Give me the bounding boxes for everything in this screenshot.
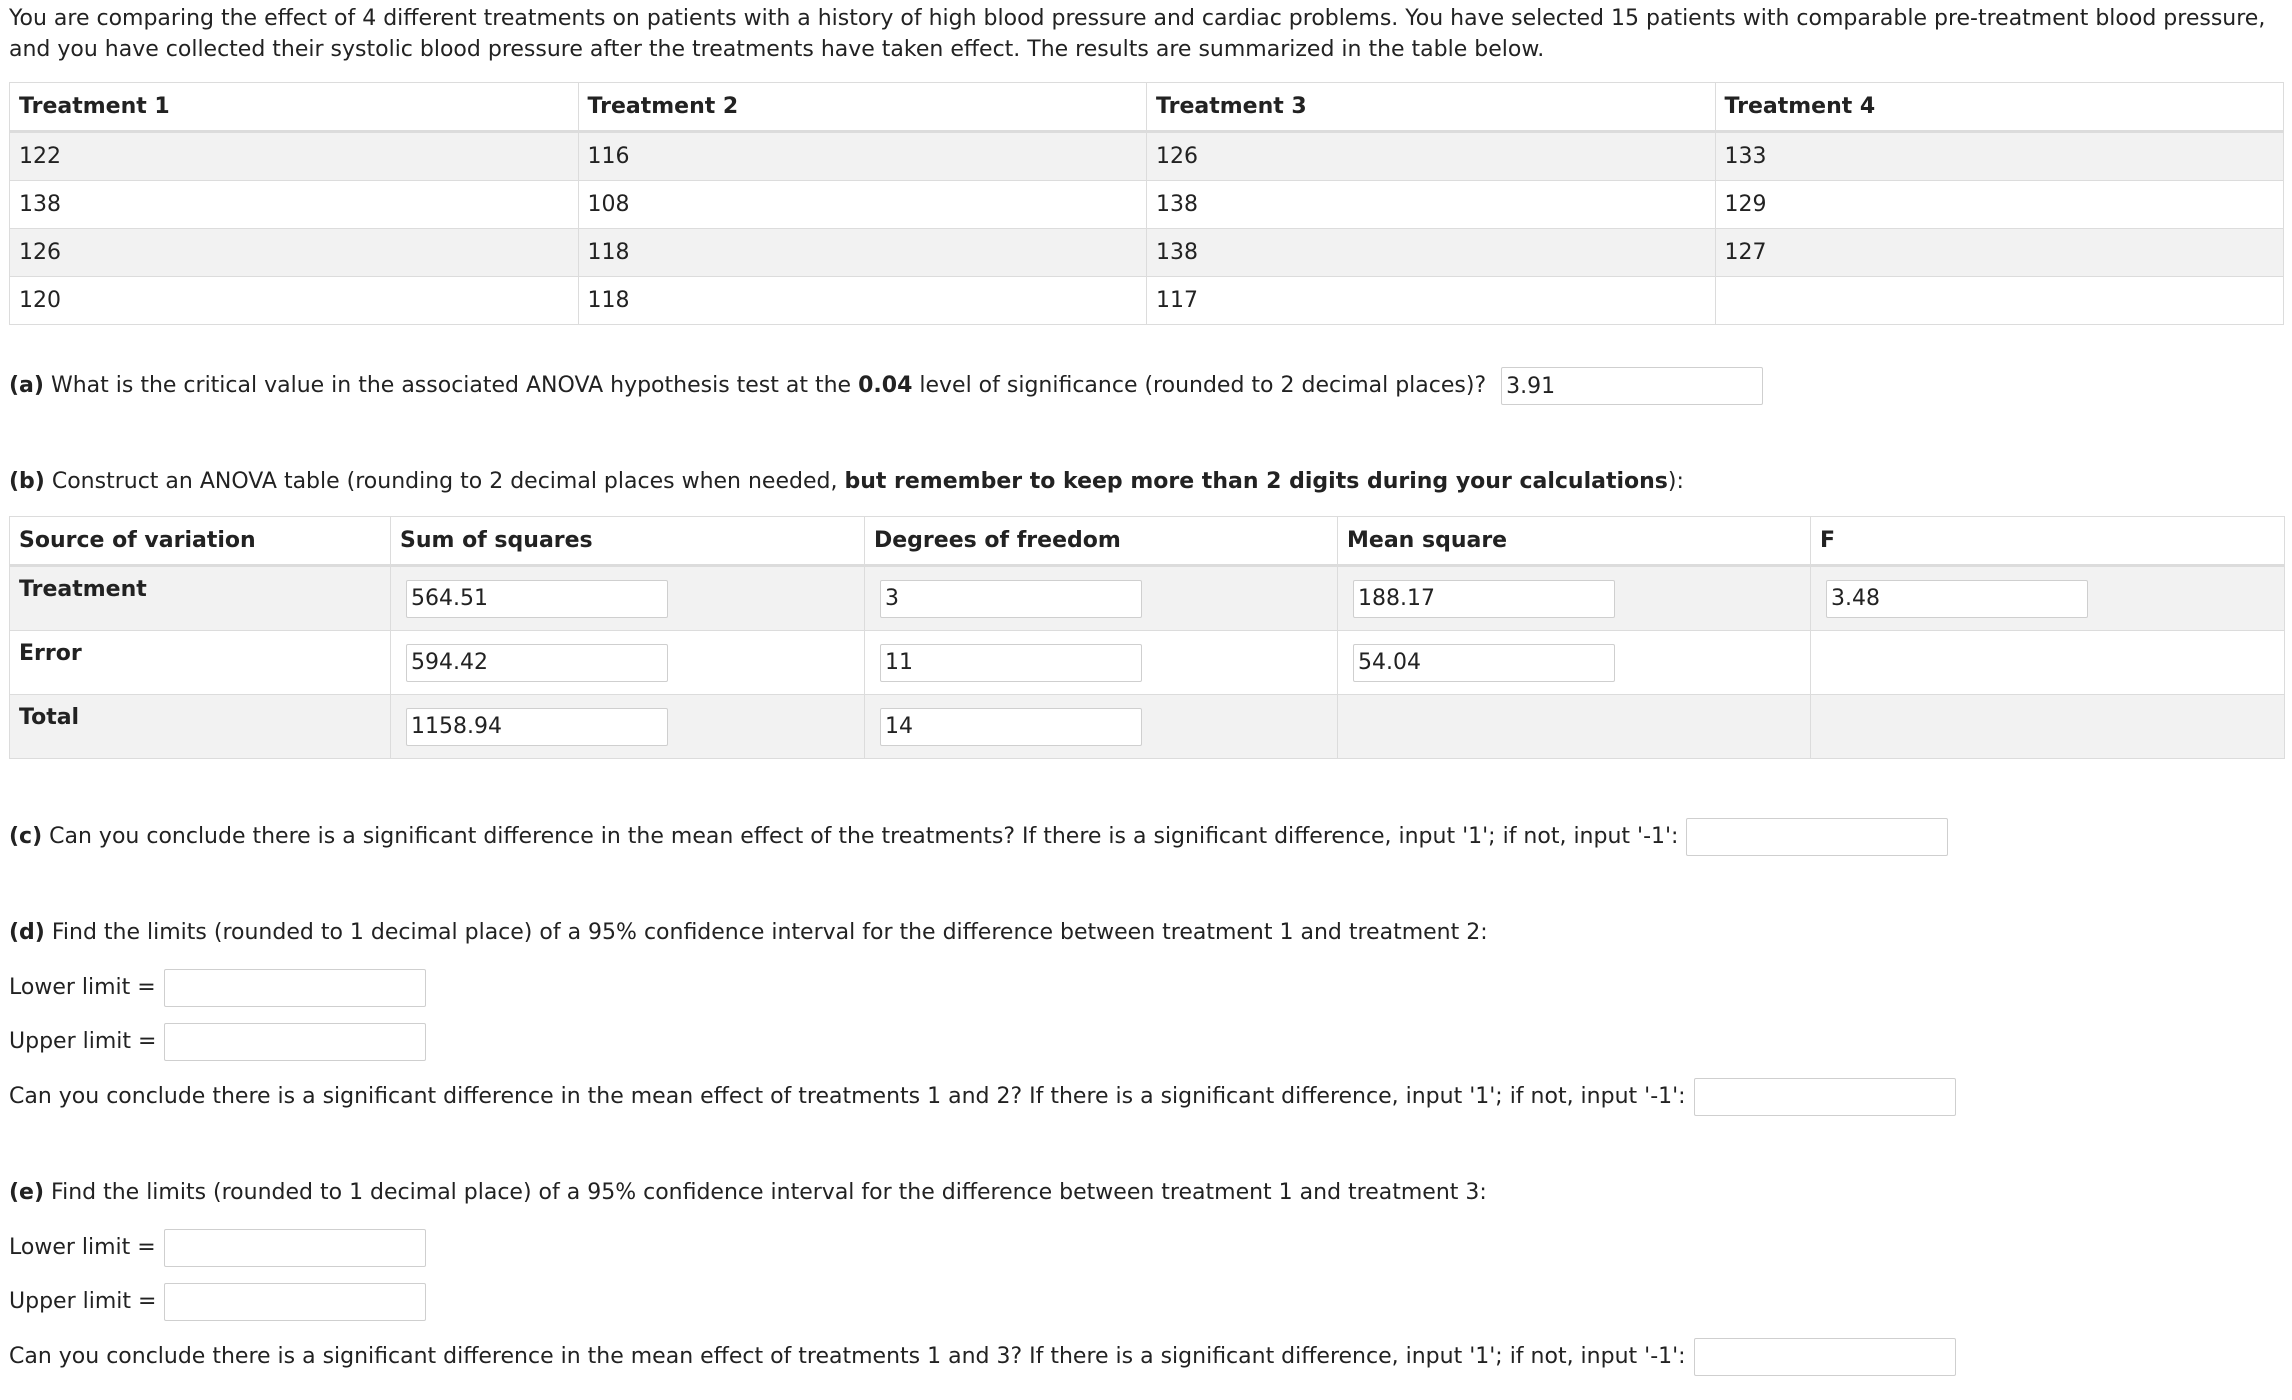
table-cell: 118 [578,277,1147,325]
table-cell: 118 [578,229,1147,277]
part-a-question [9,367,1763,405]
table-cell: 129 [1715,181,2284,229]
table-cell [1338,631,1811,695]
table-cell [865,631,1338,695]
part-a-alpha: 0.04 [858,373,913,398]
ss-total-input[interactable] [406,708,668,746]
anova-table [9,516,2285,759]
part-b-question [9,467,1684,497]
part-e-text: Find the limits (rounded to 1 decimal place) of a 95% confidence interval for the difference between treatment 1 and treatment 3: [44,1180,1487,1205]
treatment-data-table [9,82,2284,325]
part-c-label: (c) [9,824,43,849]
part-e-question [9,1178,1487,1208]
ms-error-input[interactable] [1353,644,1615,682]
part-e-upper-row [9,1283,426,1321]
header-source: Source of variation [10,517,391,566]
part-a-text-before: What is the critical value in the associated ANOVA hypothesis test at the [43,373,859,398]
part-e-label: (e) [9,1180,45,1205]
table-row [10,277,2284,325]
header-f: F [1811,517,2285,566]
part-d-conclude-text: Can you conclude there is a significant difference in the mean effect of treatments 1 and 2? If there is a significant difference, input '1'; if not, input '-1': [9,1084,1686,1109]
ss-treatment-input[interactable] [406,580,668,618]
header-sum-of-squares: Sum of squares [391,517,865,566]
table-cell: 127 [1715,229,2284,277]
header-degrees-of-freedom: Degrees of freedom [865,517,1338,566]
d-conclusion-input[interactable] [1694,1078,1956,1116]
e-lower-limit-input[interactable] [164,1229,426,1267]
table-cell: 138 [1147,229,1716,277]
table-cell [865,566,1338,631]
part-b-bold-text: but remember to keep more than 2 digits during your calculations [844,469,1668,494]
part-e-lower-row [9,1229,426,1267]
ms-treatment-input[interactable] [1353,580,1615,618]
part-b-text-after: ): [1667,469,1684,494]
header-mean-square: Mean square [1338,517,1811,566]
table-cell: 138 [1147,181,1716,229]
critical-value-input[interactable] [1501,367,1763,405]
part-a-label: (a) [9,373,44,398]
ss-error-input[interactable] [406,644,668,682]
table-cell [391,695,865,759]
df-total-input[interactable] [880,708,1142,746]
table-row [10,181,2284,229]
table-cell [1811,695,2285,759]
part-c-question [9,818,1948,856]
anova-row-total [10,695,2285,759]
part-d-conclude-row [9,1078,1956,1116]
header-treatment-4: Treatment 4 [1715,83,2284,132]
table-cell: 126 [1147,132,1716,181]
table-cell [391,566,865,631]
table-cell [1715,277,2284,325]
part-b-text-before: Construct an ANOVA table (rounding to 2 decimal places when needed, [44,469,845,494]
table-cell: 126 [10,229,579,277]
table-row [10,132,2284,181]
part-d-upper-row [9,1023,426,1061]
table-cell: 120 [10,277,579,325]
header-treatment-3: Treatment 3 [1147,83,1716,132]
source-label: Total [10,695,391,759]
lower-limit-label: Lower limit = [9,1235,156,1260]
table-cell: 133 [1715,132,2284,181]
table-cell: 138 [10,181,579,229]
problem-intro: You are comparing the effect of 4 different treatments on patients with a history of high blood pressure and cardiac problems. You have selected 15 patients with comparable pre-treatment blood pressure, and you have collected their systolic blood pressure after the treatments have taken effect. The results are summarized in the table below. [9,6,2266,62]
df-error-input[interactable] [880,644,1142,682]
part-d-lower-row [9,969,426,1007]
table-row [10,229,2284,277]
part-d-label: (d) [9,920,45,945]
lower-limit-label: Lower limit = [9,975,156,1000]
upper-limit-label: Upper limit = [9,1029,157,1054]
header-treatment-2: Treatment 2 [578,83,1147,132]
source-label: Error [10,631,391,695]
table-cell: 122 [10,132,579,181]
part-e-conclude-text: Can you conclude there is a significant difference in the mean effect of treatments 1 and 3? If there is a significant difference, input '1'; if not, input '-1': [9,1344,1686,1369]
significance-conclusion-input[interactable] [1686,818,1948,856]
table-cell [1338,695,1811,759]
f-statistic-input[interactable] [1826,580,2088,618]
anova-row-error [10,631,2285,695]
source-label: Treatment [10,566,391,631]
part-d-question [9,918,1488,948]
part-d-text: Find the limits (rounded to 1 decimal place) of a 95% confidence interval for the difference between treatment 1 and treatment 2: [44,920,1488,945]
part-c-text: Can you conclude there is a significant difference in the mean effect of the treatments? If there is a significant difference, input '1'; if not, input '-1': [42,824,1679,849]
table-cell: 117 [1147,277,1716,325]
e-conclusion-input[interactable] [1694,1338,1956,1376]
table-cell [1811,566,2285,631]
d-upper-limit-input[interactable] [164,1023,426,1061]
anova-header-row [10,517,2285,566]
part-a-text-after: level of significance (rounded to 2 decimal places)? [912,373,1494,398]
table-header-row [10,83,2284,132]
anova-row-treatment [10,566,2285,631]
table-cell: 108 [578,181,1147,229]
table-cell [1811,631,2285,695]
table-cell: 116 [578,132,1147,181]
table-cell [1338,566,1811,631]
header-treatment-1: Treatment 1 [10,83,579,132]
e-upper-limit-input[interactable] [164,1283,426,1321]
d-lower-limit-input[interactable] [164,969,426,1007]
part-e-conclude-row [9,1338,1956,1376]
df-treatment-input[interactable] [880,580,1142,618]
part-b-label: (b) [9,469,45,494]
table-cell [391,631,865,695]
table-cell [865,695,1338,759]
upper-limit-label: Upper limit = [9,1289,157,1314]
